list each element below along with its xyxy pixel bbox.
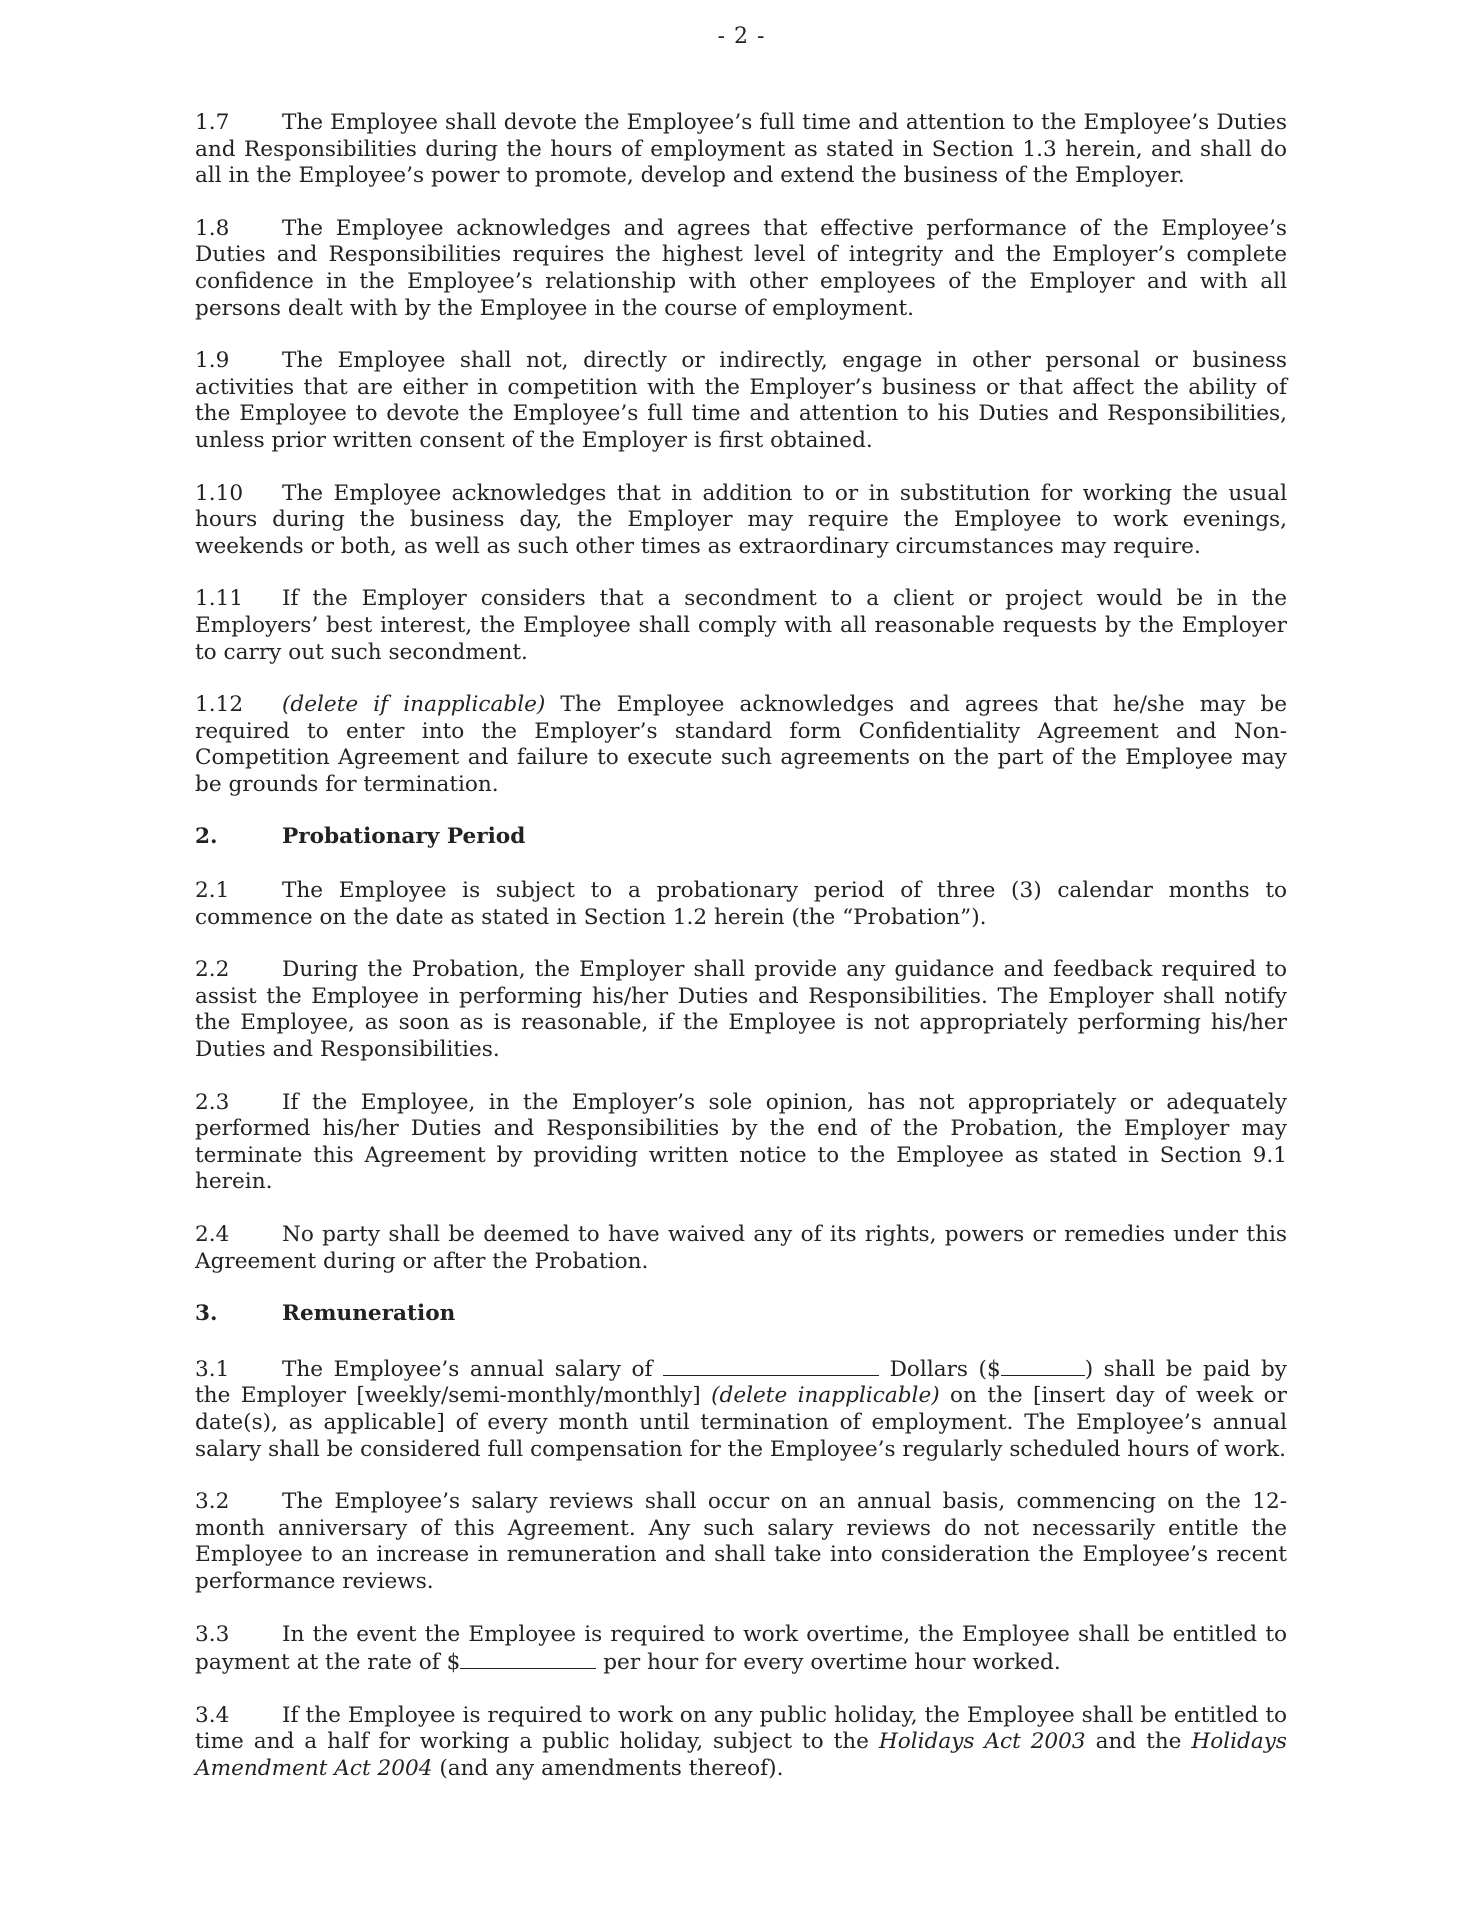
- clause-number: 2.1: [195, 878, 230, 904]
- clause-number: 1.12: [195, 692, 244, 718]
- clause-text: The Employee acknowledges that in addition to or in substitution for working the usual hours during the business day, the Employer may require the Employee to work evenings, weekends or both, as well as such other times as extraordinary circumstances may require.: [195, 480, 1287, 559]
- clause-number: 1.8: [195, 215, 230, 241]
- clause-1-8: [195, 216, 1287, 322]
- clause-3-4: [195, 1703, 1287, 1783]
- instruction-note: (delete inapplicable): [711, 1383, 940, 1409]
- clause-2-3: [195, 1090, 1287, 1196]
- clause-2-4: [195, 1222, 1287, 1275]
- instruction-note: (delete if inapplicable): [282, 692, 546, 718]
- section-title: Probationary Period: [282, 824, 526, 850]
- clause-1-10: [195, 481, 1287, 561]
- clause-1-12: [195, 692, 1287, 798]
- clause-number: 1.7: [195, 110, 230, 135]
- clause-text: No party shall be deemed to have waived any of its rights, powers or remedies under this Agreement during or after the Probation.: [195, 1222, 1287, 1274]
- clause-text: If the Employer considers that a secondment to a client or project would be in the Employers’ best interest, the Employee shall comply with all reasonable requests by the Employer to carry out such secondment.: [195, 586, 1287, 665]
- salary-amount-blank[interactable]: [1001, 1355, 1085, 1376]
- clause-number: 2.2: [195, 957, 230, 983]
- act-title: Holidays Act 2003: [878, 1729, 1086, 1755]
- clause-text: During the Probation, the Employer shall provide any guidance and feedback required to assist the Employee in performing his/her Duties and Responsibilities. The Employer shall notify the Employee, as soon as is reasonable, if the Employee is not appropriately performing his/her Duties and Responsibilities.: [195, 957, 1287, 1063]
- clause-text: The Employee’s salary reviews shall occur on an annual basis, commencing on the 12-month anniversary of this Agreement. Any such salary reviews do not necessarily entitle the Employee to an increase in remuneration and shall take into consideration the Employee’s recent performance reviews.: [195, 1489, 1287, 1594]
- clause-number: 1.10: [195, 480, 244, 506]
- clause-text: The Employee shall not, directly or indirectly, engage in other personal or business activities that are either in competition with the Employer’s business or that affect the ability of the Employee to devote the Employee’s full time and attention to his Duties and Responsibilities, unless prior written consent of the Employer is first obtained.: [195, 348, 1287, 453]
- clause-text: In the event the Employee is required to work overtime, the Employee shall be entitled to payment at the rate of $: [195, 1621, 1287, 1676]
- salary-words-blank[interactable]: [663, 1355, 879, 1376]
- section-heading-2: [195, 824, 1287, 851]
- clause-number: 2.3: [195, 1089, 230, 1115]
- clause-text: and the: [1085, 1729, 1192, 1755]
- clause-text: The Employee is subject to a probationary period of three (3) calendar months to commence on the date as stated in Section 1.2 herein (the “Probation”).: [195, 878, 1287, 930]
- clause-number: 2.4: [195, 1222, 230, 1247]
- clause-text: If the Employee is required to work on any public holiday, the Employee shall be entitled to time and a half for working a public holiday, subject to the: [195, 1702, 1287, 1755]
- clause-3-2: [195, 1489, 1287, 1595]
- section-heading-3: [195, 1301, 1287, 1328]
- clause-text: The Employee’s annual salary of: [282, 1356, 664, 1382]
- section-title: Remuneration: [282, 1301, 456, 1327]
- clause-text: The Employee shall devote the Employee’s full time and attention to the Employee’s Duties and Responsibilities during the hours of employment as stated in Section 1.3 herein, and shall do all in the Employee’s power to promote, develop and extend the business of the Employer.: [195, 110, 1287, 189]
- clause-text: on the [insert day of week or date(s), as applicable] of every month until termination of employment. The Employee’s annual salary shall be considered full compensation for the Employee’s regularly scheduled hours of work.: [195, 1383, 1287, 1462]
- document-body: [195, 110, 1287, 1809]
- clause-number: 1.11: [195, 586, 244, 612]
- clause-3-3: [195, 1622, 1287, 1677]
- clause-number: 3.4: [195, 1702, 230, 1728]
- clause-text: If the Employee, in the Employer’s sole opinion, has not appropriately or adequately performed his/her Duties and Responsibilities by the end of the Probation, the Employer may terminate this Agreement by providing written notice to the Employee as stated in Section 9.1 herein.: [195, 1089, 1287, 1195]
- clause-text: The Employee acknowledges and agrees that he/she may be required to enter into the Employer’s standard form Confidentiality Agreement and Non-Competition Agreement and failure to execute such agreements on the part of the Employee may be grounds for termination.: [195, 692, 1287, 797]
- clause-number: 3.2: [195, 1489, 230, 1515]
- clause-number: 3.3: [195, 1621, 230, 1647]
- clause-1-9: [195, 348, 1287, 454]
- overtime-rate-blank[interactable]: [460, 1648, 596, 1669]
- clause-number: 1.9: [195, 348, 230, 374]
- clause-text: ) shall be paid by the Employer [weekly/semi-monthly/monthly]: [195, 1356, 1287, 1409]
- section-number: 2.: [195, 824, 218, 850]
- clause-2-2: [195, 957, 1287, 1063]
- clause-3-1: [195, 1355, 1287, 1463]
- clause-2-1: [195, 878, 1287, 931]
- clause-text: per hour for every overtime hour worked.: [596, 1650, 1061, 1676]
- clause-number: 3.1: [195, 1356, 230, 1382]
- page-number: - 2 -: [717, 24, 766, 49]
- section-number: 3.: [195, 1301, 218, 1327]
- clause-1-7: [195, 110, 1287, 190]
- clause-text: The Employee acknowledges and agrees that effective performance of the Employee’s Duties and Responsibilities requires the highest level of integrity and the Employer’s complete confidence in the Employee’s relationship with other employees of the Employer and with all persons dealt with by the Employee in the course of employment.: [195, 215, 1287, 321]
- clause-text: (and any amendments thereof).: [432, 1755, 784, 1781]
- clause-1-11: [195, 586, 1287, 666]
- act-title: Holidays Amendment Act 2004: [195, 1729, 1287, 1781]
- clause-text: Dollars ($: [879, 1356, 1001, 1382]
